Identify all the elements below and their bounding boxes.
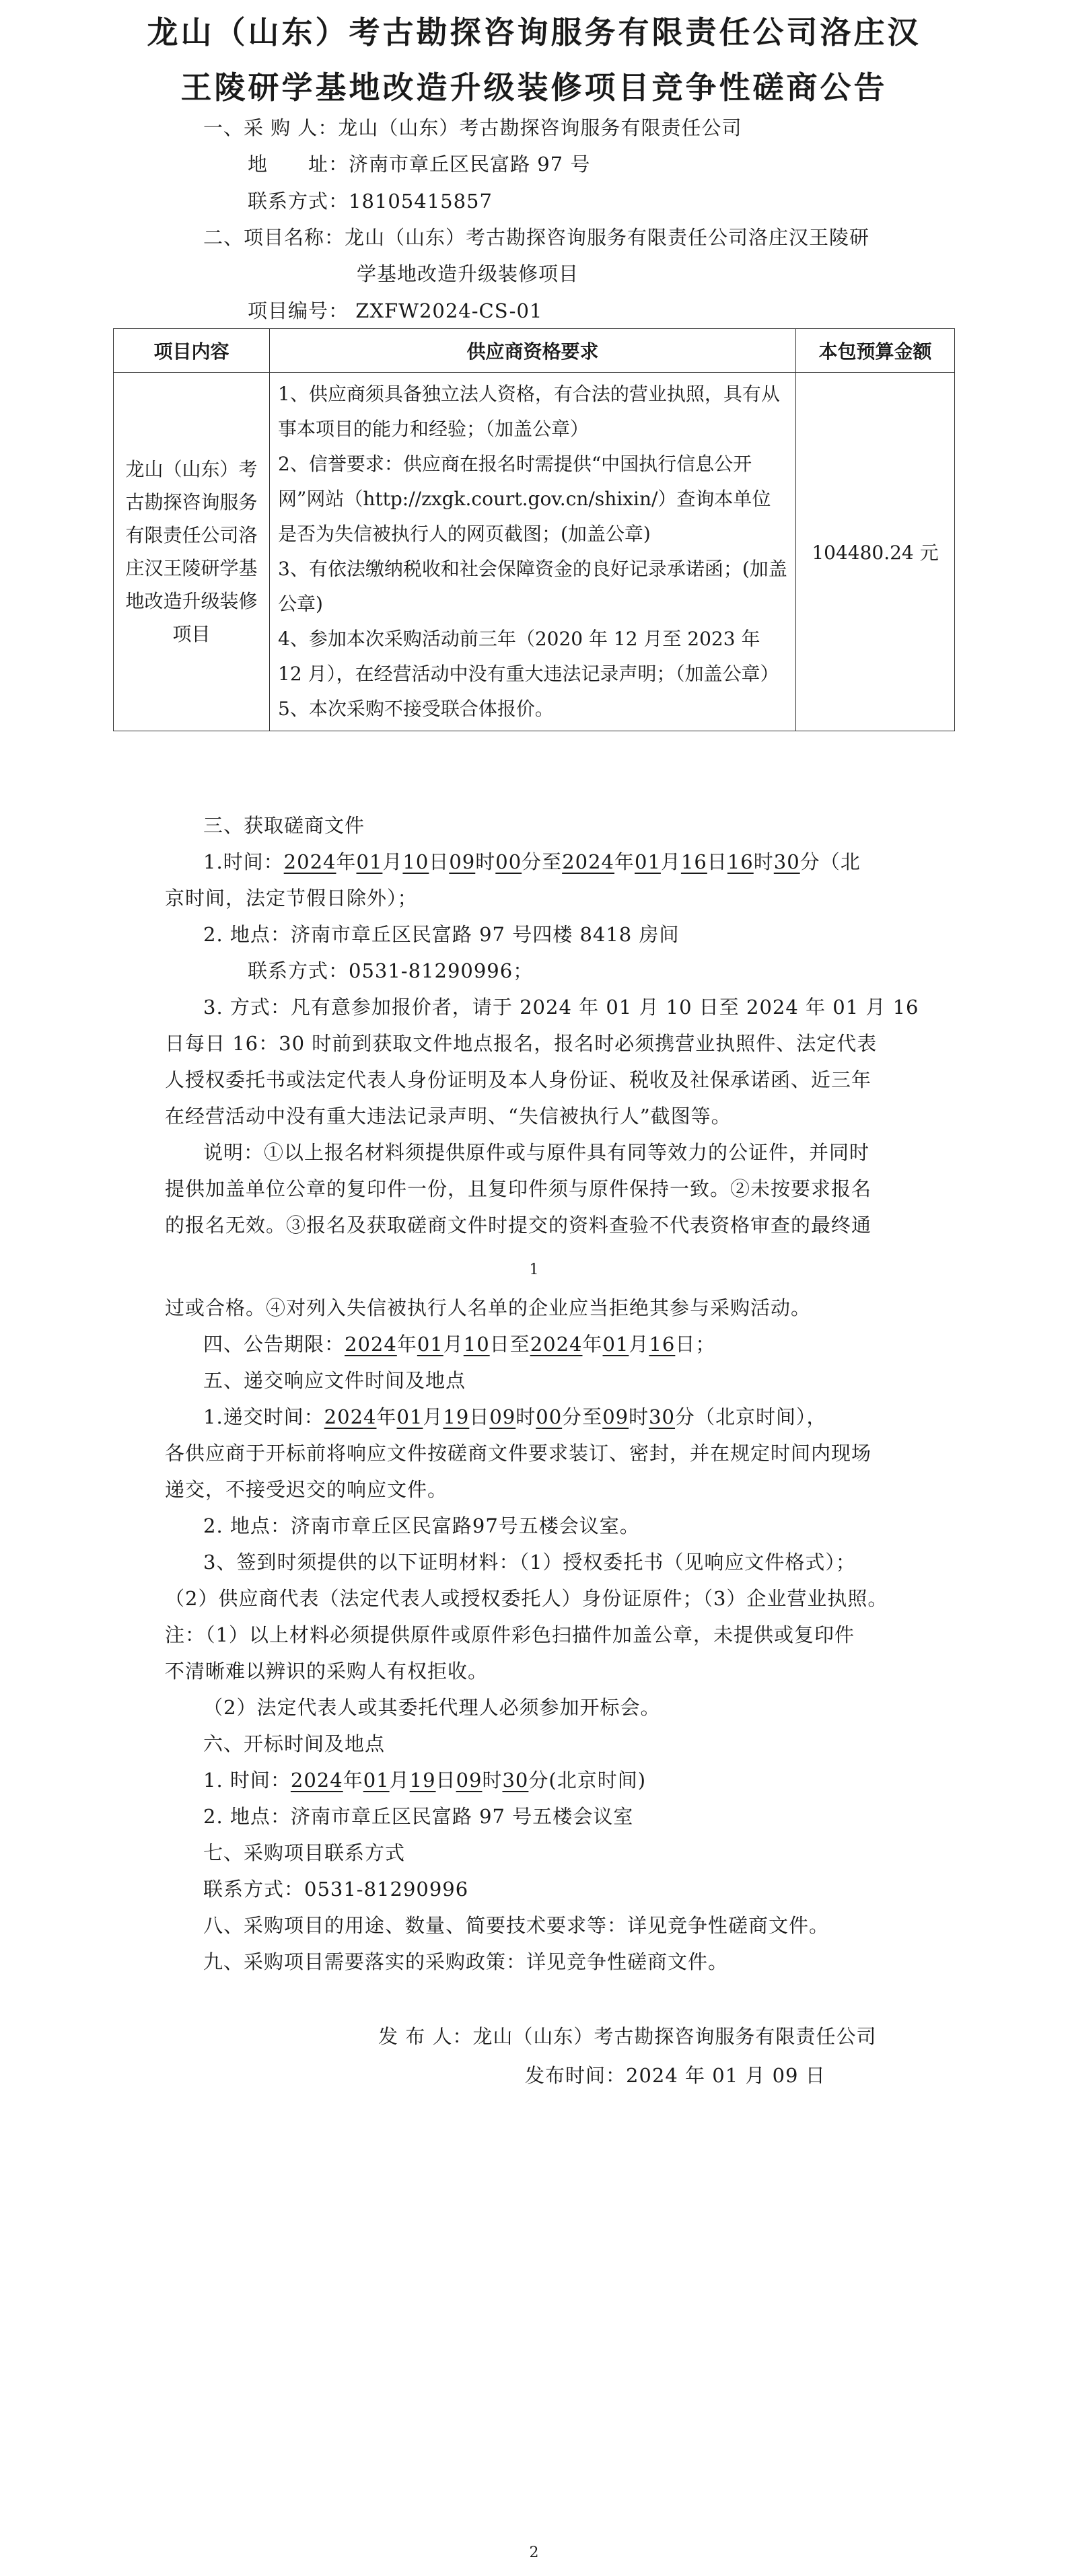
publisher-line: 发 布 人：龙山（山东）考古勘探咨询服务有限责任公司 [378,2025,877,2048]
section6-heading: 六、开标时间及地点 [203,1732,386,1755]
project-name-line1: 二、项目名称：龙山（山东）考古勘探咨询服务有限责任公司洛庄汉王陵研 [203,226,870,249]
section3-heading: 三、获取磋商文件 [203,814,365,837]
section5-cert-line4: 不清晰难以辨识的采购人有权拒收。 [165,1660,489,1683]
section5-time-line1: 1.递交时间：2024年01月19日09时00分至09时30分（北京时间）， [203,1405,827,1428]
requirement-item: 1、供应商须具备独立法人资格，有合法的营业执照，具有从事本项目的能力和经验；（加盖公章） [278,383,780,440]
table-header-row [114,329,955,373]
requirement-item: 3、有依法缴纳税收和社会保障资金的良好记录承诺函；(加盖公章) [278,558,787,615]
section6-time: 1. 时间：2024年01月19日09时30分(北京时间) [203,1769,647,1792]
section3-note-line2: 提供加盖单位公章的复印件一份，且复印件须与原件保持一致。②未按要求报名 [165,1177,872,1200]
project-number-line: 项目编号： ZXFW2024-CS-01 [248,299,543,322]
section5-cert-line5: （2）法定代表人或其委托代理人必须参加开标会。 [203,1696,661,1719]
page-number: 2 [529,2544,539,2561]
notice-title-line2: 王陵研学基地改造升级装修项目竞争性磋商公告 [180,69,888,106]
section3-time-line1: 1.时间：2024年01月10日09时00分至2024年01月16日16时30分（北 [203,850,861,873]
section3-method-line2: 日每日 16：30 时前到获取文件地点报名，报名时必须携营业执照件、法定代表 [165,1032,878,1055]
section3-phone: 联系方式：0531-81290996； [248,959,534,982]
section9: 九、采购项目需要落实的采购政策：详见竞争性磋商文件。 [203,1950,729,1973]
section5-time-line2: 各供应商于开标前将响应文件按磋商文件要求装订、密封，并在规定时间内现场 [165,1442,872,1465]
requirement-item: 4、参加本次采购活动前三年（2020 年 12 月至 2023 年 12 月），在经营活动中没有重大违法记录声明；（加盖公章） [278,628,779,685]
section5-cert-line2: （2）供应商代表（法定代表人或授权委托人）身份证原件；（3）企业营业执照。 [165,1587,888,1610]
section3-note-line1: 说明：①以上报名材料须提供原件或与原件具有同等效力的公证件，并同时 [203,1141,870,1164]
page-number: 1 [529,1261,539,1278]
section3-method-line1: 3. 方式：凡有意参加报价者，请于 2024 年 01 月 10 日至 2024 年 01 月 16 [203,996,919,1019]
section5-heading: 五、递交响应文件时间及地点 [203,1369,466,1392]
section5-cert-line3: 注：（1）以上材料必须提供原件或原件彩色扫描件加盖公章，未提供或复印件 [165,1623,855,1646]
notice-title-line1: 龙山（山东）考古勘探咨询服务有限责任公司洛庄汉 [147,14,921,50]
section3-note-line4: 过或合格。④对列入失信被执行人名单的企业应当拒绝其参与采购活动。 [165,1296,812,1319]
budget-cell: 104480.24 元 [796,373,955,731]
section7-phone: 联系方式：0531-81290996 [203,1878,469,1901]
header-budget: 本包预算金额 [796,329,955,373]
header-supplier-requirements: 供应商资格要求 [270,329,796,373]
section6-place: 2. 地点：济南市章丘区民富路 97 号五楼会议室 [203,1805,634,1828]
contact-line: 联系方式：18105415857 [248,190,493,213]
section5-place: 2. 地点：济南市章丘区民富路97号五楼会议室。 [203,1514,640,1537]
publish-time-line: 发布时间：2024 年 01 月 09 日 [525,2064,826,2087]
address-line: 地 址：济南市章丘区民富路 97 号 [248,153,591,176]
section3-method-line4: 在经营活动中没有重大违法记录声明、“失信被执行人”截图等。 [165,1105,732,1128]
project-content-cell: 龙山（山东）考古勘探咨询服务有限责任公司洛庄汉王陵研学基地改造升级装修项目 [114,373,270,731]
section5-time-line3: 递交，不接受迟交的响应文件。 [165,1478,448,1501]
section3-time-line2: 京时间，法定节假日除外）； [165,887,418,910]
section3-note-line3: 的报名无效。③报名及获取磋商文件时提交的资料查验不代表资格审查的最终通 [165,1214,872,1237]
requirements-cell [270,373,796,731]
requirement-item: 5、本次采购不接受联合体报价。 [278,698,554,720]
qualification-table [113,328,955,731]
section5-cert-line1: 3、签到时须提供的以下证明材料：（1）授权委托书（见响应文件格式）； [203,1551,856,1574]
section4-period: 四、公告期限：2024年01月10日至2024年01月16日； [203,1333,716,1356]
section3-place: 2. 地点：济南市章丘区民富路 97 号四楼 8418 房间 [203,923,680,946]
section7-heading: 七、采购项目联系方式 [203,1841,406,1864]
requirement-item: 2、信誉要求：供应商在报名时需提供“中国执行信息公开网”网站（http://zxgk.court.gov.cn/shixin/）查询本单位是否为失信被执行人的网页截图；(加盖公章) [278,453,771,545]
buyer-line: 一、采 购 人：龙山（山东）考古勘探咨询服务有限责任公司 [203,116,742,139]
header-project-content: 项目内容 [114,329,270,373]
section8: 八、采购项目的用途、数量、简要技术要求等：详见竞争性磋商文件。 [203,1914,830,1937]
section3-method-line3: 人授权委托书或法定代表人身份证明及本人身份证、税收及社保承诺函、近三年 [165,1068,872,1091]
table-row [114,373,955,731]
project-name-line2: 学基地改造升级装修项目 [357,262,579,285]
